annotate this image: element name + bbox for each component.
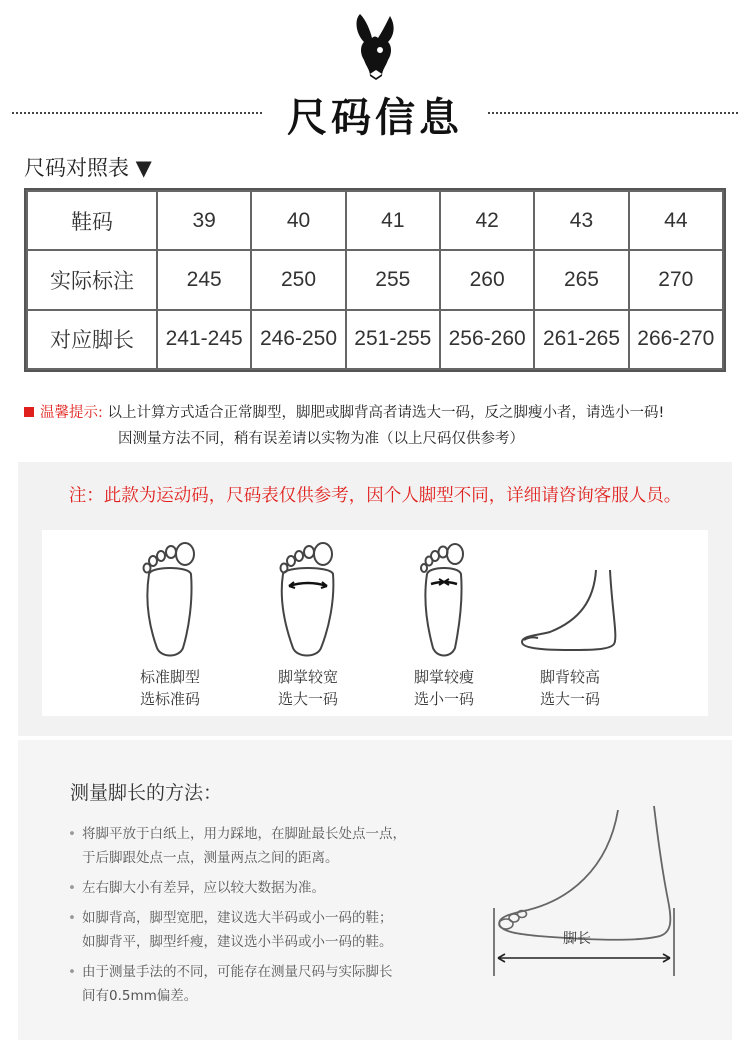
bullet-line1: 将脚平放于白纸上，用力踩地，在脚趾最长处点一点， [81,826,406,842]
table-cell: 260 [440,250,534,309]
bullet-dot-icon: • [68,826,76,842]
tip-label: 温馨提示: [40,405,103,421]
bullet-line2: 如脚背平，脚型纤瘦，建议选小半码或小一码的鞋。 [82,934,393,950]
measure-panel [18,740,732,1040]
foot-caption-line1: 脚背较高 [539,668,600,686]
table-cell: 251-255 [346,310,440,369]
title-divider-right [488,112,738,114]
title-row [0,84,750,140]
table-cell: 44 [629,191,723,250]
row-header: 鞋码 [27,191,157,250]
table-cell: 265 [534,250,628,309]
narrow-foot-icon [409,540,479,660]
tip-text-2: 因测量方法不同，稍有误差请以实物为准（以上尺码仅供参考） [118,431,524,447]
foot-caption-line2: 选大一码 [277,690,338,708]
list-item [68,876,488,900]
bullet-line1: 左右脚大小有差异，应以较大数据为准。 [81,880,325,896]
foot-type-panel [18,462,732,736]
foot-type-standard [110,540,230,710]
list-item [68,822,488,870]
bunny-logo-icon [340,10,412,82]
bullet-dot-icon: • [68,910,76,926]
table-cell: 241-245 [157,310,251,369]
bullet-dot-icon: • [68,964,76,980]
foot-caption [110,666,230,710]
table-cell: 256-260 [440,310,534,369]
table-cell: 43 [534,191,628,250]
sport-size-note: 注：此款为运动码，尺码表仅供参考，因个人脚型不同，详细请咨询客服人员。 [68,486,682,506]
foot-caption [510,666,630,710]
table-row-foot-length [27,310,723,369]
foot-caption-line2: 选小一码 [413,690,474,708]
table-cell: 40 [251,191,345,250]
tip-block [24,400,736,452]
foot-type-list [42,530,708,716]
list-item [68,960,488,1008]
table-cell: 246-250 [251,310,345,369]
foot-caption-line1: 脚掌较瘦 [413,668,474,686]
foot-length-diagram-icon [468,800,698,1020]
table-cell: 41 [346,191,440,250]
foot-type-narrow [384,540,504,710]
bullet-dot-icon: • [68,880,76,896]
size-table [24,188,726,372]
tip-text-1: 以上计算方式适合正常脚型，脚肥或脚背高者请选大一码，反之脚瘦小者，请选小一码! [107,405,665,421]
row-header: 实际标注 [27,250,157,309]
row-header: 对应脚长 [27,310,157,369]
list-item [68,906,488,954]
red-square-icon [24,407,34,417]
foot-caption-line2: 选大一码 [539,690,600,708]
wide-foot-icon [273,540,343,660]
table-row-shoe-size [27,191,723,250]
table-row-label-size [27,250,723,309]
table-cell: 255 [346,250,440,309]
foot-type-wide [248,540,368,710]
bullet-line2: 间有0.5mm偏差。 [82,988,198,1004]
foot-length-label: 脚长 [563,931,591,947]
foot-caption-line1: 标准脚型 [139,668,200,686]
title-divider-left [12,112,262,114]
table-cell: 42 [440,191,534,250]
measure-title: 测量脚长的方法： [70,782,223,804]
bullet-line2: 于后脚跟处点一点，测量两点之间的距离。 [82,850,339,866]
table-cell: 245 [157,250,251,309]
high-instep-foot-icon [510,540,630,660]
table-cell: 261-265 [534,310,628,369]
foot-caption-line2: 选标准码 [139,690,200,708]
table-cell: 39 [157,191,251,250]
standard-foot-icon [135,540,205,660]
size-chart-title: 尺码对照表 ▼ [24,156,152,180]
tip-line-1 [24,400,736,426]
table-cell: 266-270 [629,310,723,369]
bullet-line1: 由于测量手法的不同，可能存在测量尺码与实际脚长 [81,964,393,980]
table-cell: 250 [251,250,345,309]
measure-bullet-list [68,822,488,1014]
foot-caption [384,666,504,710]
foot-caption [248,666,368,710]
bullet-line1: 如脚背高，脚型宽肥，建议选大半码或小一码的鞋； [81,910,393,926]
page-title: 尺码信息 [287,95,463,141]
foot-caption-line1: 脚掌较宽 [277,668,338,686]
table-cell: 270 [629,250,723,309]
foot-type-high-instep [510,540,630,710]
